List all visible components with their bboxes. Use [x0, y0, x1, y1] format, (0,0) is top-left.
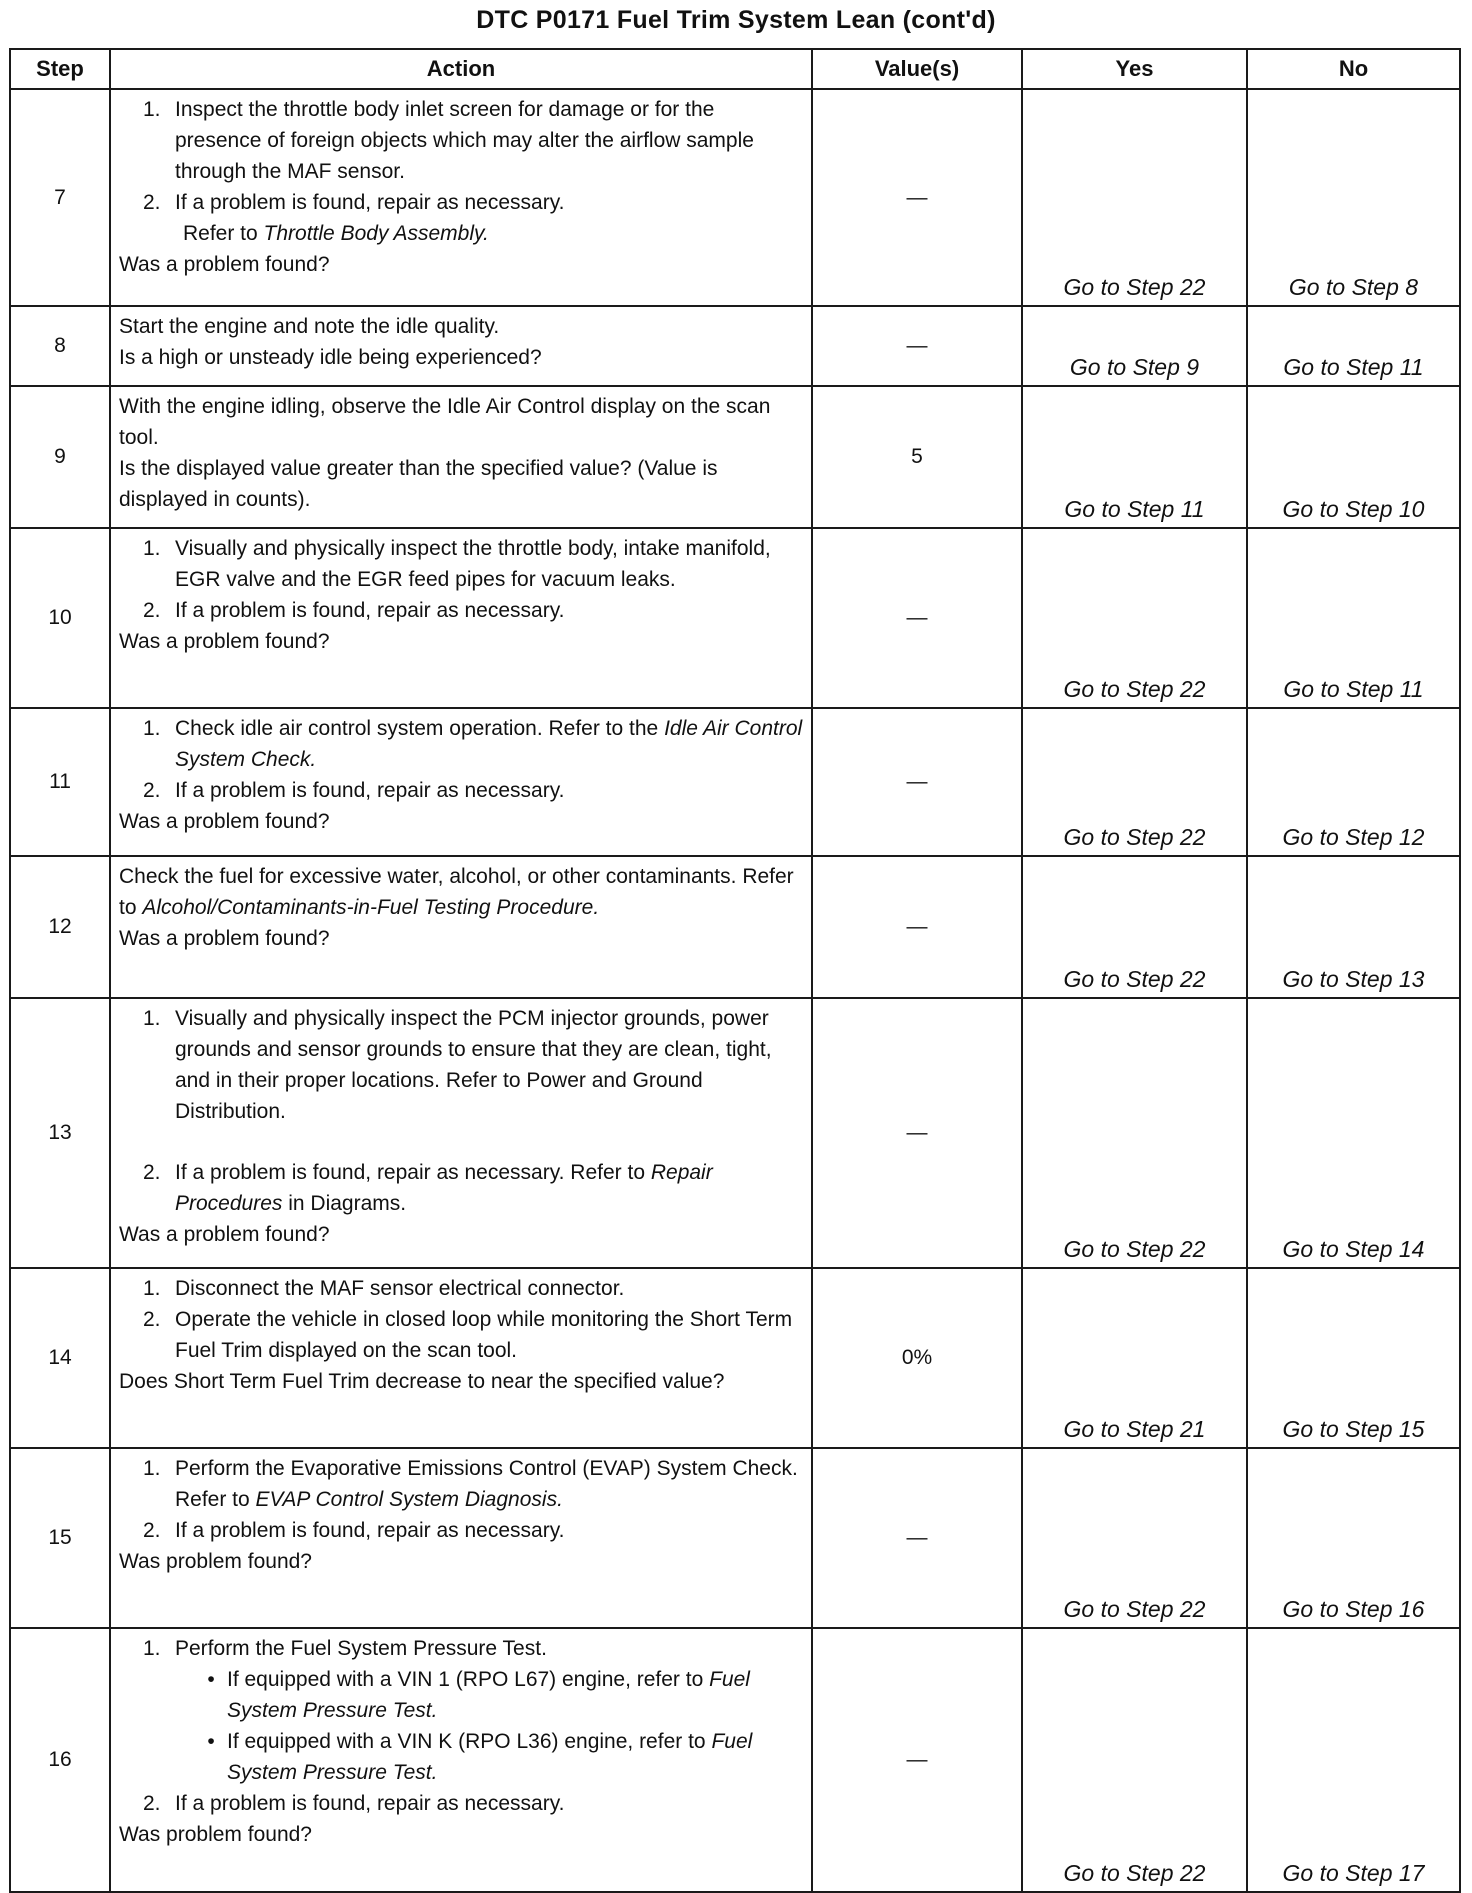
action-cell: [110, 306, 812, 386]
action-cell: [110, 998, 812, 1268]
item-text: Visually and physically inspect the PCM injector grounds, power grounds and sensor grounds to ensure that they are clean, tight, and in their proper locations. Refer to Power and Ground Distribution.: [175, 1007, 772, 1123]
yes-cell: Go to Step 22: [1022, 528, 1247, 708]
item-number: 1.: [143, 1007, 161, 1030]
action-question: Was problem found?: [119, 1823, 312, 1846]
table-header-row: [10, 49, 1460, 89]
yes-cell: Go to Step 22: [1022, 708, 1247, 856]
reference-prefix: Refer to: [183, 222, 264, 245]
action-cell: [110, 1268, 812, 1448]
header-action: Action: [110, 49, 812, 89]
yes-cell: Go to Step 22: [1022, 856, 1247, 998]
reference-link: Idle Air Control System Check.: [175, 717, 803, 771]
value-cell: —: [812, 708, 1022, 856]
yes-cell: Go to Step 22: [1022, 998, 1247, 1268]
action-question: Was a problem found?: [119, 927, 330, 950]
step-number: 10: [10, 528, 110, 708]
action-item-2: [143, 775, 803, 806]
step-number: 11: [10, 708, 110, 856]
action-cell: [110, 1448, 812, 1628]
step-number: 7: [10, 89, 110, 306]
action-item-2: [143, 1304, 803, 1366]
table-row-step-15: [10, 1448, 1460, 1628]
no-cell: Go to Step 13: [1247, 856, 1460, 998]
action-question: Is a high or unsteady idle being experienced?: [119, 346, 542, 369]
value-cell: —: [812, 306, 1022, 386]
reference-link: EVAP Control System Diagnosis.: [255, 1488, 563, 1511]
action-cell: [110, 386, 812, 528]
no-cell: Go to Step 17: [1247, 1628, 1460, 1892]
diagnostic-table: [9, 48, 1461, 1893]
yes-cell: Go to Step 22: [1022, 89, 1247, 306]
item-number: 2.: [143, 1161, 161, 1184]
table-row-step-14: [10, 1268, 1460, 1448]
table-row-step-11: [10, 708, 1460, 856]
action-cell: [110, 528, 812, 708]
action-cell: [110, 856, 812, 998]
value-cell: 5: [812, 386, 1022, 528]
no-cell: Go to Step 15: [1247, 1268, 1460, 1448]
reference-link: Alcohol/Contaminants-in-Fuel Testing Procedure.: [142, 896, 600, 919]
action-cell: [110, 708, 812, 856]
item-number: 2.: [143, 1792, 161, 1815]
action-item-2: [143, 1788, 803, 1819]
item-number: 2.: [143, 599, 161, 622]
item-number: 1.: [143, 1277, 161, 1300]
item-text: If a problem is found, repair as necessary.: [175, 779, 565, 802]
action-question: Was a problem found?: [119, 253, 330, 276]
no-cell: Go to Step 11: [1247, 306, 1460, 386]
action-item-1: [143, 1003, 803, 1127]
reference-link: Fuel System Pressure Test.: [227, 1730, 753, 1784]
action-cell: [110, 1628, 812, 1892]
action-question: Was a problem found?: [119, 1223, 330, 1246]
item-text: Perform the Evaporative Emissions Control (EVAP) System Check. Refer to: [175, 1457, 798, 1511]
no-cell: Go to Step 11: [1247, 528, 1460, 708]
header-yes: Yes: [1022, 49, 1247, 89]
bullet-icon: •: [207, 1668, 215, 1691]
no-cell: Go to Step 16: [1247, 1448, 1460, 1628]
action-reference: [119, 218, 803, 249]
action-item-1: [143, 713, 803, 775]
item-text: If a problem is found, repair as necessary.: [175, 1519, 565, 1542]
bullet-text: If equipped with a VIN K (RPO L36) engine, refer to: [227, 1730, 712, 1753]
step-number: 12: [10, 856, 110, 998]
yes-cell: Go to Step 22: [1022, 1448, 1247, 1628]
bullet-text: If equipped with a VIN 1 (RPO L67) engine, refer to: [227, 1668, 710, 1691]
action-text: With the engine idling, observe the Idle Air Control display on the scan tool.: [119, 395, 771, 449]
action-cell: [110, 89, 812, 306]
table-row-step-8: [10, 306, 1460, 386]
step-number: 15: [10, 1448, 110, 1628]
table-row-step-16: [10, 1628, 1460, 1892]
table-row-step-10: [10, 528, 1460, 708]
action-item-2: [143, 595, 803, 626]
value-cell: —: [812, 1628, 1022, 1892]
item-suffix: in Diagrams.: [282, 1192, 407, 1215]
action-item-1: [143, 1633, 803, 1664]
yes-cell: Go to Step 9: [1022, 306, 1247, 386]
page-title: DTC P0171 Fuel Trim System Lean (cont'd): [476, 6, 996, 34]
action-item-2: [143, 187, 803, 218]
value-cell: 0%: [812, 1268, 1022, 1448]
item-number: 2.: [143, 1308, 161, 1331]
action-item-2: [143, 1515, 803, 1546]
action-bullet-1: [119, 1664, 803, 1726]
table-row-step-12: [10, 856, 1460, 998]
item-number: 2.: [143, 191, 161, 214]
step-number: 14: [10, 1268, 110, 1448]
step-number: 13: [10, 998, 110, 1268]
table-row-step-13: [10, 998, 1460, 1268]
no-cell: Go to Step 14: [1247, 998, 1460, 1268]
action-item-1: [143, 94, 803, 187]
no-cell: Go to Step 10: [1247, 386, 1460, 528]
value-cell: —: [812, 89, 1022, 306]
item-text: Perform the Fuel System Pressure Test.: [175, 1637, 547, 1660]
table-row-step-7: [10, 89, 1460, 306]
value-cell: —: [812, 528, 1022, 708]
item-number: 1.: [143, 537, 161, 560]
item-number: 1.: [143, 1457, 161, 1480]
item-text: Check idle air control system operation. Refer to the: [175, 717, 665, 740]
action-text: Start the engine and note the idle quality.: [119, 315, 500, 338]
step-number: 8: [10, 306, 110, 386]
no-cell: Go to Step 8: [1247, 89, 1460, 306]
step-number: 9: [10, 386, 110, 528]
step-number: 16: [10, 1628, 110, 1892]
yes-cell: Go to Step 11: [1022, 386, 1247, 528]
item-text: Inspect the throttle body inlet screen for damage or for the presence of foreign objects which may alter the airflow sample through the MAF sensor.: [175, 98, 754, 183]
action-item-1: [143, 1453, 803, 1515]
action-item-1: [143, 1273, 803, 1304]
reference-link: Repair Procedures: [175, 1161, 713, 1215]
yes-cell: Go to Step 21: [1022, 1268, 1247, 1448]
action-question: Was a problem found?: [119, 630, 330, 653]
item-number: 1.: [143, 98, 161, 121]
value-cell: —: [812, 1448, 1022, 1628]
action-question: Was a problem found?: [119, 810, 330, 833]
item-text: If a problem is found, repair as necessary. Refer to: [175, 1161, 651, 1184]
action-question: Is the displayed value greater than the specified value? (Value is displayed in counts).: [119, 457, 718, 511]
item-number: 1.: [143, 1637, 161, 1660]
no-cell: Go to Step 12: [1247, 708, 1460, 856]
spacer: [119, 1127, 803, 1157]
bullet-icon: •: [207, 1730, 215, 1753]
action-item-2: [143, 1157, 803, 1219]
item-text: If a problem is found, repair as necessary.: [175, 1792, 565, 1815]
action-question: Does Short Term Fuel Trim decrease to near the specified value?: [119, 1370, 725, 1393]
item-text: Disconnect the MAF sensor electrical connector.: [175, 1277, 625, 1300]
item-text: Operate the vehicle in closed loop while monitoring the Short Term Fuel Trim displayed on the scan tool.: [175, 1308, 793, 1362]
value-cell: —: [812, 998, 1022, 1268]
action-bullet-2: [119, 1726, 803, 1788]
action-question: Was problem found?: [119, 1550, 312, 1573]
item-number: 1.: [143, 717, 161, 740]
reference-link: Throttle Body Assembly.: [263, 222, 489, 245]
action-text-body: Check the fuel for excessive water, alcohol, or other contaminants. Refer to: [119, 865, 794, 919]
item-text: Visually and physically inspect the throttle body, intake manifold, EGR valve and the EGR feed pipes for vacuum leaks.: [175, 537, 771, 591]
action-item-1: [143, 533, 803, 595]
reference-link: Fuel System Pressure Test.: [227, 1668, 750, 1722]
header-no: No: [1247, 49, 1460, 89]
yes-cell: Go to Step 22: [1022, 1628, 1247, 1892]
item-number: 2.: [143, 1519, 161, 1542]
header-values: Value(s): [812, 49, 1022, 89]
table-row-step-9: [10, 386, 1460, 528]
item-text: If a problem is found, repair as necessary.: [175, 191, 565, 214]
item-text: If a problem is found, repair as necessary.: [175, 599, 565, 622]
value-cell: —: [812, 856, 1022, 998]
item-number: 2.: [143, 779, 161, 802]
action-text: [119, 861, 803, 923]
header-step: Step: [10, 49, 110, 89]
